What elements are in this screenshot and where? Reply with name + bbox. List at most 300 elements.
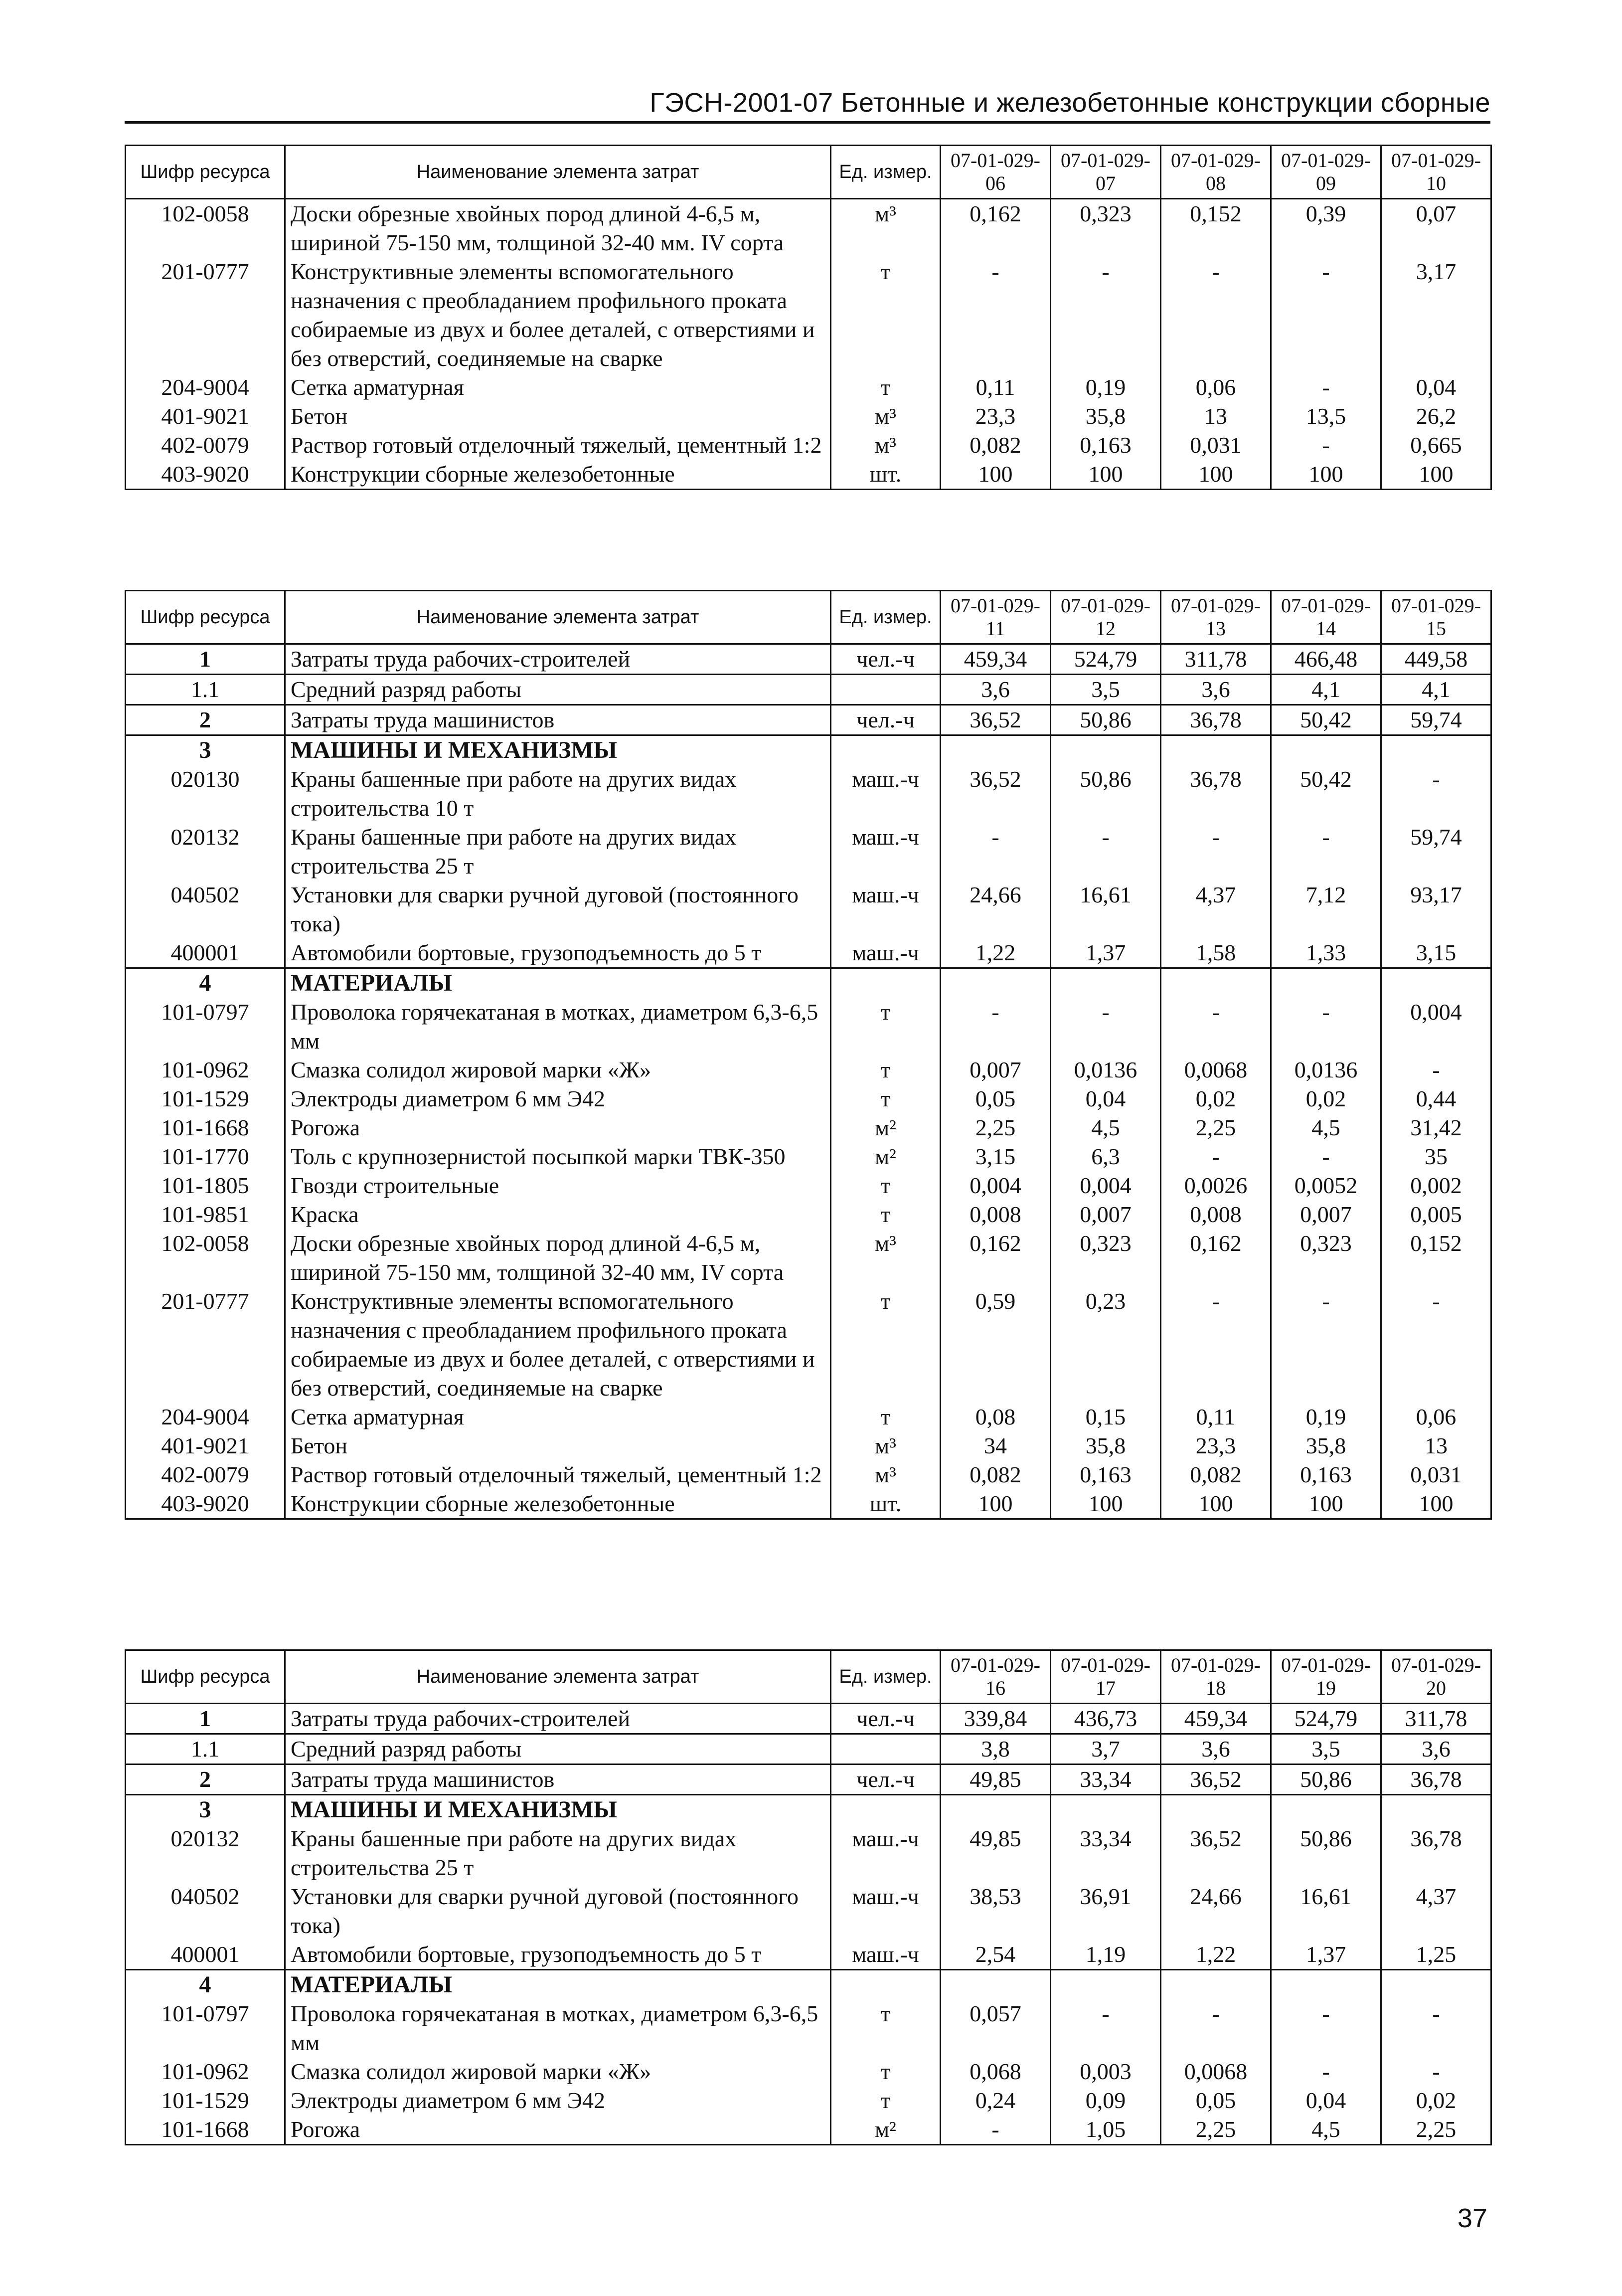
- value-cell: [1271, 968, 1381, 998]
- value-cell: [1051, 735, 1161, 765]
- value-cell: [941, 1970, 1051, 2000]
- resource-code: 101-0962: [126, 2057, 285, 2086]
- value-cell: 0,19: [1271, 1403, 1381, 1431]
- resource-code: 204-9004: [126, 1403, 285, 1431]
- value-cell: 7,12: [1271, 881, 1381, 938]
- resource-code: 101-0797: [126, 1999, 285, 2057]
- table-row: [126, 675, 1491, 705]
- value-cell: 13: [1161, 402, 1271, 431]
- unit-cell: т: [831, 1056, 941, 1084]
- resource-name: Бетон: [285, 402, 831, 431]
- value-cell: 1,19: [1051, 1940, 1161, 1970]
- unit-cell: [831, 1970, 941, 2000]
- value-cell: 3,5: [1051, 675, 1161, 705]
- resource-code: 3: [126, 735, 285, 765]
- value-cell: 0,003: [1051, 2057, 1161, 2086]
- value-cell: 0,323: [1051, 1229, 1161, 1287]
- resource-code: 401-9021: [126, 402, 285, 431]
- value-cell: 31,42: [1381, 1113, 1491, 1142]
- value-cell: -: [1271, 1287, 1381, 1403]
- value-cell: 50,86: [1051, 765, 1161, 823]
- table-row: [126, 765, 1491, 823]
- value-cell: 0,162: [941, 1229, 1051, 1287]
- resource-code: 403-9020: [126, 460, 285, 490]
- resource-code: 1: [126, 1704, 285, 1734]
- col-header-unit: Ед. измер.: [831, 146, 941, 199]
- resource-code: 1: [126, 644, 285, 675]
- value-cell: 0,004: [941, 1171, 1051, 1200]
- unit-cell: чел.-ч: [831, 1765, 941, 1795]
- value-cell: 0,06: [1161, 373, 1271, 402]
- table-row: [126, 1882, 1491, 1940]
- table-row: [126, 1460, 1491, 1489]
- resource-code: 101-1529: [126, 1084, 285, 1113]
- value-cell: [1271, 1970, 1381, 2000]
- resource-code: 401-9021: [126, 1431, 285, 1460]
- value-cell: 26,2: [1381, 402, 1491, 431]
- unit-cell: т: [831, 998, 941, 1056]
- value-cell: 36,78: [1161, 765, 1271, 823]
- value-cell: 38,53: [941, 1882, 1051, 1940]
- col-header-code: Шифр ресурса: [126, 591, 285, 644]
- header-title: ГЭСН-2001-07 Бетонные и железобетонные конструкции сборные: [649, 88, 1490, 118]
- value-cell: 0,007: [1271, 1200, 1381, 1229]
- col-header-name: Наименование элемента затрат: [285, 591, 831, 644]
- value-cell: 50,86: [1051, 705, 1161, 735]
- value-cell: 0,163: [1051, 1460, 1161, 1489]
- unit-cell: т: [831, 2086, 941, 2115]
- value-cell: 0,09: [1051, 2086, 1161, 2115]
- value-cell: 1,33: [1271, 938, 1381, 968]
- col-header-variant: 07-01-029-10: [1381, 146, 1491, 199]
- value-cell: 1,58: [1161, 938, 1271, 968]
- value-cell: -: [1381, 1287, 1491, 1403]
- resource-code: 201-0777: [126, 257, 285, 373]
- unit-cell: м³: [831, 199, 941, 258]
- col-header-name: Наименование элемента затрат: [285, 146, 831, 199]
- value-cell: 100: [1271, 1489, 1381, 1519]
- value-cell: 24,66: [1161, 1882, 1271, 1940]
- value-cell: 0,05: [1161, 2086, 1271, 2115]
- value-cell: 0,04: [1051, 1084, 1161, 1113]
- resource-code: 101-9851: [126, 1200, 285, 1229]
- value-cell: 1,37: [1271, 1940, 1381, 1970]
- value-cell: -: [1381, 765, 1491, 823]
- value-cell: -: [1161, 257, 1271, 373]
- resource-name: Проволока горячекатаная в мотках, диаметром 6,3-6,5 мм: [285, 1999, 831, 2057]
- value-cell: 0,163: [1271, 1460, 1381, 1489]
- resource-code: 402-0079: [126, 1460, 285, 1489]
- value-cell: -: [1271, 1142, 1381, 1171]
- resource-name: Затраты труда машинистов: [285, 1765, 831, 1795]
- col-header-unit: Ед. измер.: [831, 591, 941, 644]
- value-cell: -: [1161, 1999, 1271, 2057]
- value-cell: [1161, 735, 1271, 765]
- value-cell: 0,005: [1381, 1200, 1491, 1229]
- value-cell: 0,031: [1161, 431, 1271, 460]
- value-cell: 100: [941, 1489, 1051, 1519]
- unit-cell: чел.-ч: [831, 644, 941, 675]
- col-header-variant: 07-01-029-07: [1051, 146, 1161, 199]
- value-cell: 93,17: [1381, 881, 1491, 938]
- value-cell: -: [1161, 998, 1271, 1056]
- value-cell: 50,42: [1271, 765, 1381, 823]
- value-cell: 0,057: [941, 1999, 1051, 2057]
- value-cell: 0,04: [1381, 373, 1491, 402]
- value-cell: 4,5: [1271, 1113, 1381, 1142]
- table-row: [126, 1765, 1491, 1795]
- value-cell: 50,86: [1271, 1824, 1381, 1882]
- value-cell: [1051, 968, 1161, 998]
- value-cell: 4,5: [1051, 1113, 1161, 1142]
- value-cell: 3,6: [1161, 675, 1271, 705]
- value-cell: 100: [1051, 1489, 1161, 1519]
- value-cell: -: [1161, 1142, 1271, 1171]
- value-cell: 0,39: [1271, 199, 1381, 258]
- value-cell: 436,73: [1051, 1704, 1161, 1734]
- resource-code: 101-1770: [126, 1142, 285, 1171]
- unit-cell: м²: [831, 1113, 941, 1142]
- resource-name: Раствор готовый отделочный тяжелый, цементный 1:2: [285, 431, 831, 460]
- value-cell: 2,54: [941, 1940, 1051, 1970]
- value-cell: 311,78: [1381, 1704, 1491, 1734]
- table-row: [126, 199, 1491, 258]
- table-row: [126, 1142, 1491, 1171]
- table-row: [126, 1824, 1491, 1882]
- value-cell: [1381, 1970, 1491, 2000]
- page-header: [125, 79, 1490, 124]
- resource-name: Раствор готовый отделочный тяжелый, цементный 1:2: [285, 1460, 831, 1489]
- col-header-variant: 07-01-029-14: [1271, 591, 1381, 644]
- value-cell: -: [1381, 2057, 1491, 2086]
- unit-cell: м²: [831, 2115, 941, 2145]
- col-header-code: Шифр ресурса: [126, 1650, 285, 1704]
- resource-name: Смазка солидол жировой марки «Ж»: [285, 1056, 831, 1084]
- value-cell: 3,17: [1381, 257, 1491, 373]
- value-cell: 23,3: [1161, 1431, 1271, 1460]
- value-cell: 0,004: [1381, 998, 1491, 1056]
- value-cell: 0,162: [941, 199, 1051, 258]
- value-cell: 50,86: [1271, 1765, 1381, 1795]
- value-cell: 0,082: [941, 1460, 1051, 1489]
- section-row: [126, 1795, 1491, 1825]
- value-cell: 2,25: [1161, 1113, 1271, 1142]
- resource-name: Краска: [285, 1200, 831, 1229]
- resource-code: 102-0058: [126, 199, 285, 258]
- value-cell: -: [941, 257, 1051, 373]
- resource-code: 1.1: [126, 1734, 285, 1765]
- value-cell: 4,37: [1161, 881, 1271, 938]
- table-row: [126, 1734, 1491, 1765]
- value-cell: 0,163: [1051, 431, 1161, 460]
- resource-name: Толь с крупнозернистой посыпкой марки ТВК-350: [285, 1142, 831, 1171]
- resource-table-1: [125, 145, 1492, 490]
- value-cell: 0,02: [1161, 1084, 1271, 1113]
- resource-name: Краны башенные при работе на других видах строительства 10 т: [285, 765, 831, 823]
- value-cell: 0,004: [1051, 1171, 1161, 1200]
- unit-cell: маш.-ч: [831, 881, 941, 938]
- value-cell: [1161, 1795, 1271, 1825]
- value-cell: 0,19: [1051, 373, 1161, 402]
- unit-cell: т: [831, 1084, 941, 1113]
- value-cell: 35: [1381, 1142, 1491, 1171]
- value-cell: [1051, 1795, 1161, 1825]
- value-cell: 0,152: [1161, 199, 1271, 258]
- value-cell: 0,0136: [1271, 1056, 1381, 1084]
- value-cell: 0,323: [1271, 1229, 1381, 1287]
- value-cell: 1,22: [1161, 1940, 1271, 1970]
- value-cell: [1161, 1970, 1271, 2000]
- table-row: [126, 460, 1491, 490]
- resource-name: Конструктивные элементы вспомогательного назначения с преобладанием профильного проката собираемые из двух и более деталей, с отверстиями и без отверстий, соединяемые на сварке: [285, 1287, 831, 1403]
- resource-name: Смазка солидол жировой марки «Ж»: [285, 2057, 831, 2086]
- resource-code: 204-9004: [126, 373, 285, 402]
- section-title: МАШИНЫ И МЕХАНИЗМЫ: [285, 735, 831, 765]
- value-cell: 100: [1381, 460, 1491, 490]
- table-row: [126, 1999, 1491, 2057]
- value-cell: 100: [941, 460, 1051, 490]
- value-cell: 2,25: [941, 1113, 1051, 1142]
- resource-name: Сетка арматурная: [285, 373, 831, 402]
- resource-code: 4: [126, 968, 285, 998]
- table-row: [126, 2057, 1491, 2086]
- value-cell: [1161, 968, 1271, 998]
- col-header-variant: 07-01-029-16: [941, 1650, 1051, 1704]
- page-number: 37: [1457, 2203, 1487, 2233]
- value-cell: -: [1161, 1287, 1271, 1403]
- value-cell: -: [1271, 257, 1381, 373]
- value-cell: -: [1381, 1999, 1491, 2057]
- value-cell: 0,07: [1381, 199, 1491, 258]
- col-header-variant: 07-01-029-08: [1161, 146, 1271, 199]
- value-cell: 13,5: [1271, 402, 1381, 431]
- unit-cell: [831, 1795, 941, 1825]
- value-cell: 36,78: [1381, 1765, 1491, 1795]
- value-cell: 0,007: [941, 1056, 1051, 1084]
- col-header-variant: 07-01-029-19: [1271, 1650, 1381, 1704]
- value-cell: -: [1271, 1999, 1381, 2057]
- value-cell: -: [1381, 1056, 1491, 1084]
- value-cell: 0,08: [941, 1403, 1051, 1431]
- resource-code: 101-0797: [126, 998, 285, 1056]
- resource-code: 101-1668: [126, 2115, 285, 2145]
- value-cell: 49,85: [941, 1824, 1051, 1882]
- value-cell: 459,34: [1161, 1704, 1271, 1734]
- resource-name: Установки для сварки ручной дуговой (постоянного тока): [285, 1882, 831, 1940]
- unit-cell: м³: [831, 1460, 941, 1489]
- resource-code: 101-1668: [126, 1113, 285, 1142]
- resource-code: 101-1805: [126, 1171, 285, 1200]
- value-cell: 3,6: [941, 675, 1051, 705]
- col-header-name: Наименование элемента затрат: [285, 1650, 831, 1704]
- value-cell: 4,37: [1381, 1882, 1491, 1940]
- value-cell: -: [1271, 431, 1381, 460]
- resource-code: 400001: [126, 1940, 285, 1970]
- resource-name: Рогожа: [285, 1113, 831, 1142]
- table-row: [126, 1431, 1491, 1460]
- unit-cell: шт.: [831, 460, 941, 490]
- value-cell: 0,23: [1051, 1287, 1161, 1403]
- value-cell: 35,8: [1051, 402, 1161, 431]
- unit-cell: т: [831, 1200, 941, 1229]
- unit-cell: [831, 675, 941, 705]
- value-cell: -: [1271, 2057, 1381, 2086]
- value-cell: 1,25: [1381, 1940, 1491, 1970]
- value-cell: 0,59: [941, 1287, 1051, 1403]
- value-cell: 0,152: [1381, 1229, 1491, 1287]
- unit-cell: маш.-ч: [831, 1940, 941, 1970]
- resource-code: 3: [126, 1795, 285, 1825]
- resource-code: 2: [126, 1765, 285, 1795]
- value-cell: 36,91: [1051, 1882, 1161, 1940]
- table-row: [126, 1113, 1491, 1142]
- value-cell: -: [941, 998, 1051, 1056]
- value-cell: 4,1: [1271, 675, 1381, 705]
- unit-cell: маш.-ч: [831, 765, 941, 823]
- value-cell: 0,082: [941, 431, 1051, 460]
- value-cell: -: [1051, 1999, 1161, 2057]
- value-cell: 33,34: [1051, 1824, 1161, 1882]
- value-cell: 524,79: [1051, 644, 1161, 675]
- value-cell: [941, 735, 1051, 765]
- resource-name: Сетка арматурная: [285, 1403, 831, 1431]
- table-row: [126, 1489, 1491, 1519]
- value-cell: [1271, 735, 1381, 765]
- value-cell: 0,0026: [1161, 1171, 1271, 1200]
- resource-code: 020132: [126, 823, 285, 881]
- unit-cell: маш.-ч: [831, 823, 941, 881]
- table-row: [126, 1940, 1491, 1970]
- value-cell: 0,008: [941, 1200, 1051, 1229]
- table-row: [126, 431, 1491, 460]
- value-cell: 0,24: [941, 2086, 1051, 2115]
- value-cell: 0,02: [1271, 1084, 1381, 1113]
- value-cell: 0,0136: [1051, 1056, 1161, 1084]
- value-cell: 0,0068: [1161, 1056, 1271, 1084]
- unit-cell: м²: [831, 1142, 941, 1171]
- value-cell: 0,0068: [1161, 2057, 1271, 2086]
- value-cell: 100: [1161, 1489, 1271, 1519]
- value-cell: 4,1: [1381, 675, 1491, 705]
- value-cell: [1051, 1970, 1161, 2000]
- resource-name: Доски обрезные хвойных пород длиной 4-6,5 м, шириной 75-150 мм, толщиной 32-40 мм. IV сорта: [285, 199, 831, 258]
- value-cell: 0,162: [1161, 1229, 1271, 1287]
- value-cell: 36,52: [1161, 1765, 1271, 1795]
- value-cell: 0,11: [941, 373, 1051, 402]
- resource-code: 040502: [126, 1882, 285, 1940]
- unit-cell: шт.: [831, 1489, 941, 1519]
- section-row: [126, 735, 1491, 765]
- resource-name: Затраты труда машинистов: [285, 705, 831, 735]
- value-cell: 50,42: [1271, 705, 1381, 735]
- value-cell: 24,66: [941, 881, 1051, 938]
- unit-cell: т: [831, 373, 941, 402]
- resource-name: Установки для сварки ручной дуговой (постоянного тока): [285, 881, 831, 938]
- value-cell: 6,3: [1051, 1142, 1161, 1171]
- value-cell: 33,34: [1051, 1765, 1161, 1795]
- resource-table-2: [125, 590, 1492, 1520]
- table-row: [126, 1084, 1491, 1113]
- table-row: [126, 705, 1491, 735]
- resource-name: Краны башенные при работе на других видах строительства 25 т: [285, 823, 831, 881]
- resource-table-3: [125, 1649, 1492, 2145]
- value-cell: 0,665: [1381, 431, 1491, 460]
- value-cell: 1,05: [1051, 2115, 1161, 2145]
- value-cell: -: [1271, 998, 1381, 1056]
- table-row: [126, 1056, 1491, 1084]
- value-cell: -: [1051, 257, 1161, 373]
- col-header-variant: 07-01-029-13: [1161, 591, 1271, 644]
- value-cell: 3,6: [1381, 1734, 1491, 1765]
- resource-name: Средний разряд работы: [285, 675, 831, 705]
- value-cell: 16,61: [1051, 881, 1161, 938]
- section-row: [126, 968, 1491, 998]
- table-row: [126, 402, 1491, 431]
- resource-code: 400001: [126, 938, 285, 968]
- value-cell: 3,8: [941, 1734, 1051, 1765]
- unit-cell: т: [831, 1287, 941, 1403]
- value-cell: 23,3: [941, 402, 1051, 431]
- value-cell: -: [941, 823, 1051, 881]
- section-title: МАТЕРИАЛЫ: [285, 1970, 831, 2000]
- value-cell: 0,082: [1161, 1460, 1271, 1489]
- value-cell: 100: [1271, 460, 1381, 490]
- unit-cell: т: [831, 1999, 941, 2057]
- resource-code: 040502: [126, 881, 285, 938]
- value-cell: 35,8: [1271, 1431, 1381, 1460]
- value-cell: [941, 1795, 1051, 1825]
- value-cell: 59,74: [1381, 705, 1491, 735]
- table-row: [126, 998, 1491, 1056]
- value-cell: 100: [1161, 460, 1271, 490]
- value-cell: [1381, 1795, 1491, 1825]
- resource-code: 102-0058: [126, 1229, 285, 1287]
- value-cell: 466,48: [1271, 644, 1381, 675]
- value-cell: 0,15: [1051, 1403, 1161, 1431]
- value-cell: -: [1051, 823, 1161, 881]
- value-cell: 3,5: [1271, 1734, 1381, 1765]
- col-header-code: Шифр ресурса: [126, 146, 285, 199]
- table-row: [126, 2115, 1491, 2145]
- table-row: [126, 1200, 1491, 1229]
- col-header-variant: 07-01-029-17: [1051, 1650, 1161, 1704]
- value-cell: 0,323: [1051, 199, 1161, 258]
- value-cell: 0,031: [1381, 1460, 1491, 1489]
- value-cell: -: [1271, 373, 1381, 402]
- table-row: [126, 2086, 1491, 2115]
- resource-code: 4: [126, 1970, 285, 2000]
- value-cell: [1381, 968, 1491, 998]
- resource-name: Автомобили бортовые, грузоподъемность до 5 т: [285, 1940, 831, 1970]
- table-row: [126, 1229, 1491, 1287]
- resource-code: 402-0079: [126, 431, 285, 460]
- unit-cell: т: [831, 2057, 941, 2086]
- unit-cell: т: [831, 1171, 941, 1200]
- table-row: [126, 938, 1491, 968]
- unit-cell: чел.-ч: [831, 705, 941, 735]
- resource-name: Электроды диаметром 6 мм Э42: [285, 1084, 831, 1113]
- value-cell: 339,84: [941, 1704, 1051, 1734]
- resource-name: Затраты труда рабочих-строителей: [285, 644, 831, 675]
- table-row: [126, 1704, 1491, 1734]
- col-header-variant: 07-01-029-15: [1381, 591, 1491, 644]
- resource-name: Доски обрезные хвойных пород длиной 4-6,5 м, шириной 75-150 мм, толщиной 32-40 мм, IV сорта: [285, 1229, 831, 1287]
- value-cell: 36,52: [941, 765, 1051, 823]
- value-cell: 449,58: [1381, 644, 1491, 675]
- unit-cell: м³: [831, 1431, 941, 1460]
- value-cell: 3,15: [941, 1142, 1051, 1171]
- unit-cell: [831, 735, 941, 765]
